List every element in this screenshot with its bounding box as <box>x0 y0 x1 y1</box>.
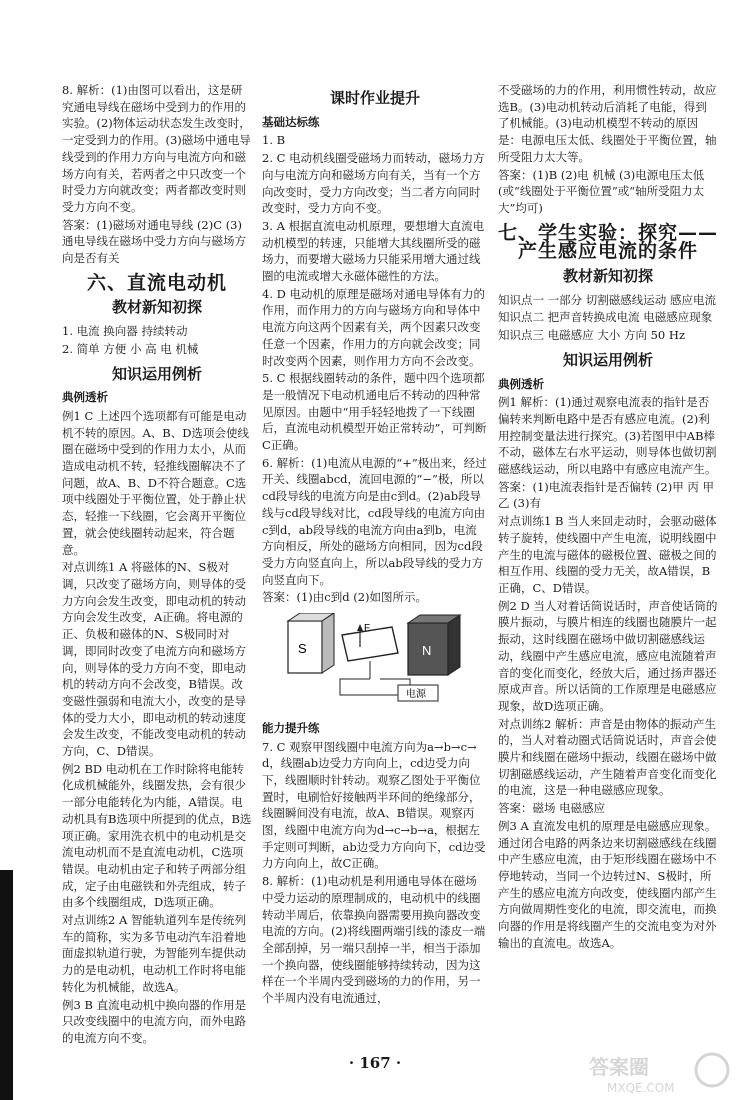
drill-2-answer: 答案：磁场 电磁感应 <box>498 801 606 816</box>
example-3: 例3 A 直流发电机的原理是电磁感应现象。通过闭合电路的两条边来切割磁感线在线圈中产生感应电流，由于矩形线圈在磁场中不停地转动，当同一个边转过N、S极时，所产生的感应电流方向改变，使线圈内部产生方向做周期性变化的电流，即交流电，而换向器的作用是将线圈产生的交流电变为对外输出的直流电。故选A。 <box>498 818 717 950</box>
answer-5: 5. C 根据线圈转动的条件，题中四个选项都是一般情况下电动机通电后不转动的四种常见原因。由题中“用手轻轻地拨了一下线圈后，直流电动机模型开始正常转动”，可判断C正确。 <box>262 371 487 453</box>
knowledge-point-2: 知识点二 把声音转换成电流 电磁感应现象 <box>498 310 713 325</box>
example-3: 例3 B 直流电动机中换向器的作用是只改变线圈中的电流方向，而外电路的电流方向不变。 <box>62 997 247 1045</box>
section-7-title-line2: 产生感应电流的条件 <box>517 240 698 263</box>
column-middle <box>262 82 488 1008</box>
answer-6: 6. 解析：(1)电流从电源的“+”极出来，经过开关、线圈abcd，流回电源的“−”极，所以cd段导线的电流方向是由c到d。(2)ab段导线与cd段导线对比，cd段导线的电流方向由c到d，ab段导线的电流方向由a到b，电流方向相反，所处的磁场方向相同，因为cd段受力方向竖直向上，所以ab段导线的受力方向竖直向下。 <box>262 455 487 587</box>
column-right <box>498 82 718 952</box>
tag-basic: 基础达标练 <box>262 114 320 129</box>
magnet-n-label: N <box>422 643 432 659</box>
svg-text:答案圈: 答案圈 <box>589 1055 649 1079</box>
answer-8-continued: 不受磁场的力的作用，利用惯性转动，故应选B。(3)电动机转动后消耗了电能，得到了机械能。(3)电动机模型不转动的原因是：电源电压太低、线圈处于平衡位置，轴所受阻力太大等。 <box>498 83 717 164</box>
svg-text:MXQE.COM: MXQE.COM <box>607 1081 675 1095</box>
q8-explanation: 8. 解析：(1)由图可以看出，这是研究通电导线在磁场中受到力的作用的实验。(2)物体运动状态发生改变时，一定受到力的作用。(3)磁场中通电导线受到的作用力方向与电流方向和磁场方向有关，若两者之中只改变一个时受力方向就改变；两者都改变时则受力方向不变。 <box>62 83 251 214</box>
drill-2: 对点训练2 解析：声音是由物体的振动产生的，当人对着动圈式话筒说话时，声音会使膜片和线圈在磁场中振动，线圈在磁场中做切割磁感线运动，产生随着声音变化而变化的电流，这是一种电磁感应现象。 <box>498 716 717 798</box>
tag-typical-examples: 典例透析 <box>498 376 544 391</box>
knowledge-point-3: 知识点三 电磁感应 大小 方向 50 Hz <box>498 328 685 343</box>
q8-answer: 答案：(1)磁场对通电导线 (2)C (3)通电导线在磁场中受力方向与磁场方向是否有关 <box>62 217 246 266</box>
drill-2: 对点训练2 A 智能轨道列车是传统列车的简称，实为多节电动汽车沿着地面虚拟轨道行驶，为智能列车提供动力的是电动机，电动机工作时将电能转化为机械能，故选A。 <box>62 913 246 994</box>
section-6-title: 六、直流电动机 <box>86 271 227 294</box>
answer-2: 2. C 电动机线圈受磁场力而转动，磁场力方向与电流方向和磁场方向有关，当有一个方向改变时，受力方向改变；当二者方向同时改变时，受力方向不变。 <box>262 151 485 216</box>
new-knowledge-2: 2. 简单 方便 小 高 电 机械 <box>62 341 199 356</box>
power-source-label: 电源 <box>406 689 426 701</box>
example-2: 例2 BD 电动机在工作时除将电能转化成机械能外，线圈发热，会有很少一部分电能转化为内能，A错误。电动机具有B选项中所提到的优点，B选项正确。家用洗衣机中的电动机是交流电动机而不是直流电动机，C选项错误。电动机由定子和转子两部分组成，定子由电磁铁和外壳组成，转子由多个线圈组成，D选项正确。 <box>62 761 252 910</box>
page-number: · 167 · <box>348 1054 402 1072</box>
example-2: 例2 D 当人对着话筒说话时，声音使话筒的膜片振动，与膜片相连的线圈也随膜片一起振动，这时线圈在磁场中做切割磁感线运动，线圈中产生感应电流，感应电流随着声音的变化而变化，经放大后，通过扬声器还原成声音。所以话筒的工作原理是电磁感应现象，故D选项正确。 <box>498 598 718 713</box>
example-1-answer: 答案：(1)电流表指针是否偏转 (2)甲 丙 甲 乙 (3)有 <box>498 479 715 511</box>
tag-ability: 能力提升练 <box>262 720 320 735</box>
tag-typical-examples: 典例透析 <box>62 390 108 405</box>
knowledge-point-1: 知识点一 一部分 切割磁感线运动 感应电流 <box>498 292 716 307</box>
new-knowledge-1: 1. 电流 换向器 持续转动 <box>62 324 188 339</box>
answer-8-result: 答案：(1)B (2)电 机械 (3)电源电压太低(或“线圈处于平衡位置”或“轴所受阻力太大”均可) <box>498 167 705 215</box>
column-left <box>62 82 252 1048</box>
example-1: 例1 解析：(1)通过观察电流表的指针是否偏转来判断电路中是否有感应电流。(2)利用控制变量法进行探究。(3)若图甲中AB棒不动，磁体左右水平运动，则导体也做切割磁感线运动，所以电路中有感应电流产生。 <box>498 395 717 477</box>
subheading-homework: 课时作业提升 <box>329 89 420 107</box>
subheading-new-knowledge: 教材新知初探 <box>111 298 202 317</box>
drill-1: 对点训练1 A 将磁体的N、S极对调，只改变了磁场方向，则导体的受力方向会发生改变，即电动机的转动方向会发生改变，A正确。将电源的正、负极和磁体的N、S极同时对调，即同时改变了电流方向和磁场方向，则导体的受力方向不变，即电动机的转动方向不会改变，B错误。改变磁性强弱和电流大小，改变的是导体的受力大小，即电动机的转动速度会发生改变，不能改变电动机的转动方向，C、D错误。 <box>62 560 246 759</box>
answer-4: 4. D 电动机的原理是磁场对通电导体有力的作用，而作用力的方向与磁场方向和导体中电流方向这两个因素有关，两个因素只改变任意一个因素，作用力的方向就会改变；同时改变两个因素，则作用力方向不会改变。 <box>262 286 486 368</box>
example-1: 例1 C 上述四个选项都有可能是电动机不转的原因。A、B、D选项会使线圈在磁场中受到的作用力太小，从而造成电动机不转，轻推线圈解决不了问题，故A、B、D不符合题意。C选项中线圈处于平衡位置，处于静止状态，轻推一下线圈，它会离开平衡位置，就会使线圈转动起来，符合题意。 <box>62 408 249 557</box>
answer-6-result: 答案：(1)由c到d (2)如图所示。 <box>262 590 428 605</box>
drill-1: 对点训练1 B 当人来回走动时，会驱动磁体转子旋转，使线圈中产生电流，说明线圈中产生的电流与磁体的磁极位置、磁极之间的相互作用、线圈的受力无关，故A错误，B正确，C、D错误。 <box>498 514 717 595</box>
force-label: F <box>364 623 371 635</box>
answer-7: 7. C 观察甲图线圈中电流方向为a→b→c→d，线圈ab边受力方向向上，cd边受力向下，线圈顺时针转动。观察乙图处于平衡位置时，电刷恰好接触两半环间的绝缘部分，线圈瞬间没有电流，故A、B错误。观察丙图，线圈中电流方向为d→c→b→a，根据左手定则可判断，ab边受力方向向下，cd边受力方向向上，故C正确。 <box>262 739 486 871</box>
answer-3: 3. A 根据直流电动机原理，要想增大直流电动机模型的转速，只能增大其线圈所受的磁场力，而要增大磁场力只能采用增大通过线圈的电流或增大永磁体磁性的方法。 <box>262 218 485 284</box>
section-7-title-line1: 七、学生实验：探究—— <box>498 221 719 244</box>
answer-1: 1. B <box>262 133 286 148</box>
subheading-new-knowledge: 教材新知初探 <box>562 267 653 286</box>
magnet-s-label: S <box>298 641 307 657</box>
motor-diagram <box>280 613 470 705</box>
answer-8: 8. 解析：(1)电动机是利用通电导体在磁场中受力运动的原理制成的，电动机中的线圈转动半周后，依靠换向器需要用换向器改变电流的方向。(2)将线圈两端引线的漆皮一端全部刮掉，另一端只刮掉一半，相当于添加一个换向器，使线圈能够持续转动，因为这样在一个半周内受到磁场的力的作用，另一个半周内没有电流通过， <box>262 874 486 1006</box>
subheading-apply: 知识运用例析 <box>111 364 202 383</box>
subheading-apply: 知识运用例析 <box>562 350 653 369</box>
watermark-logo <box>587 1050 732 1096</box>
